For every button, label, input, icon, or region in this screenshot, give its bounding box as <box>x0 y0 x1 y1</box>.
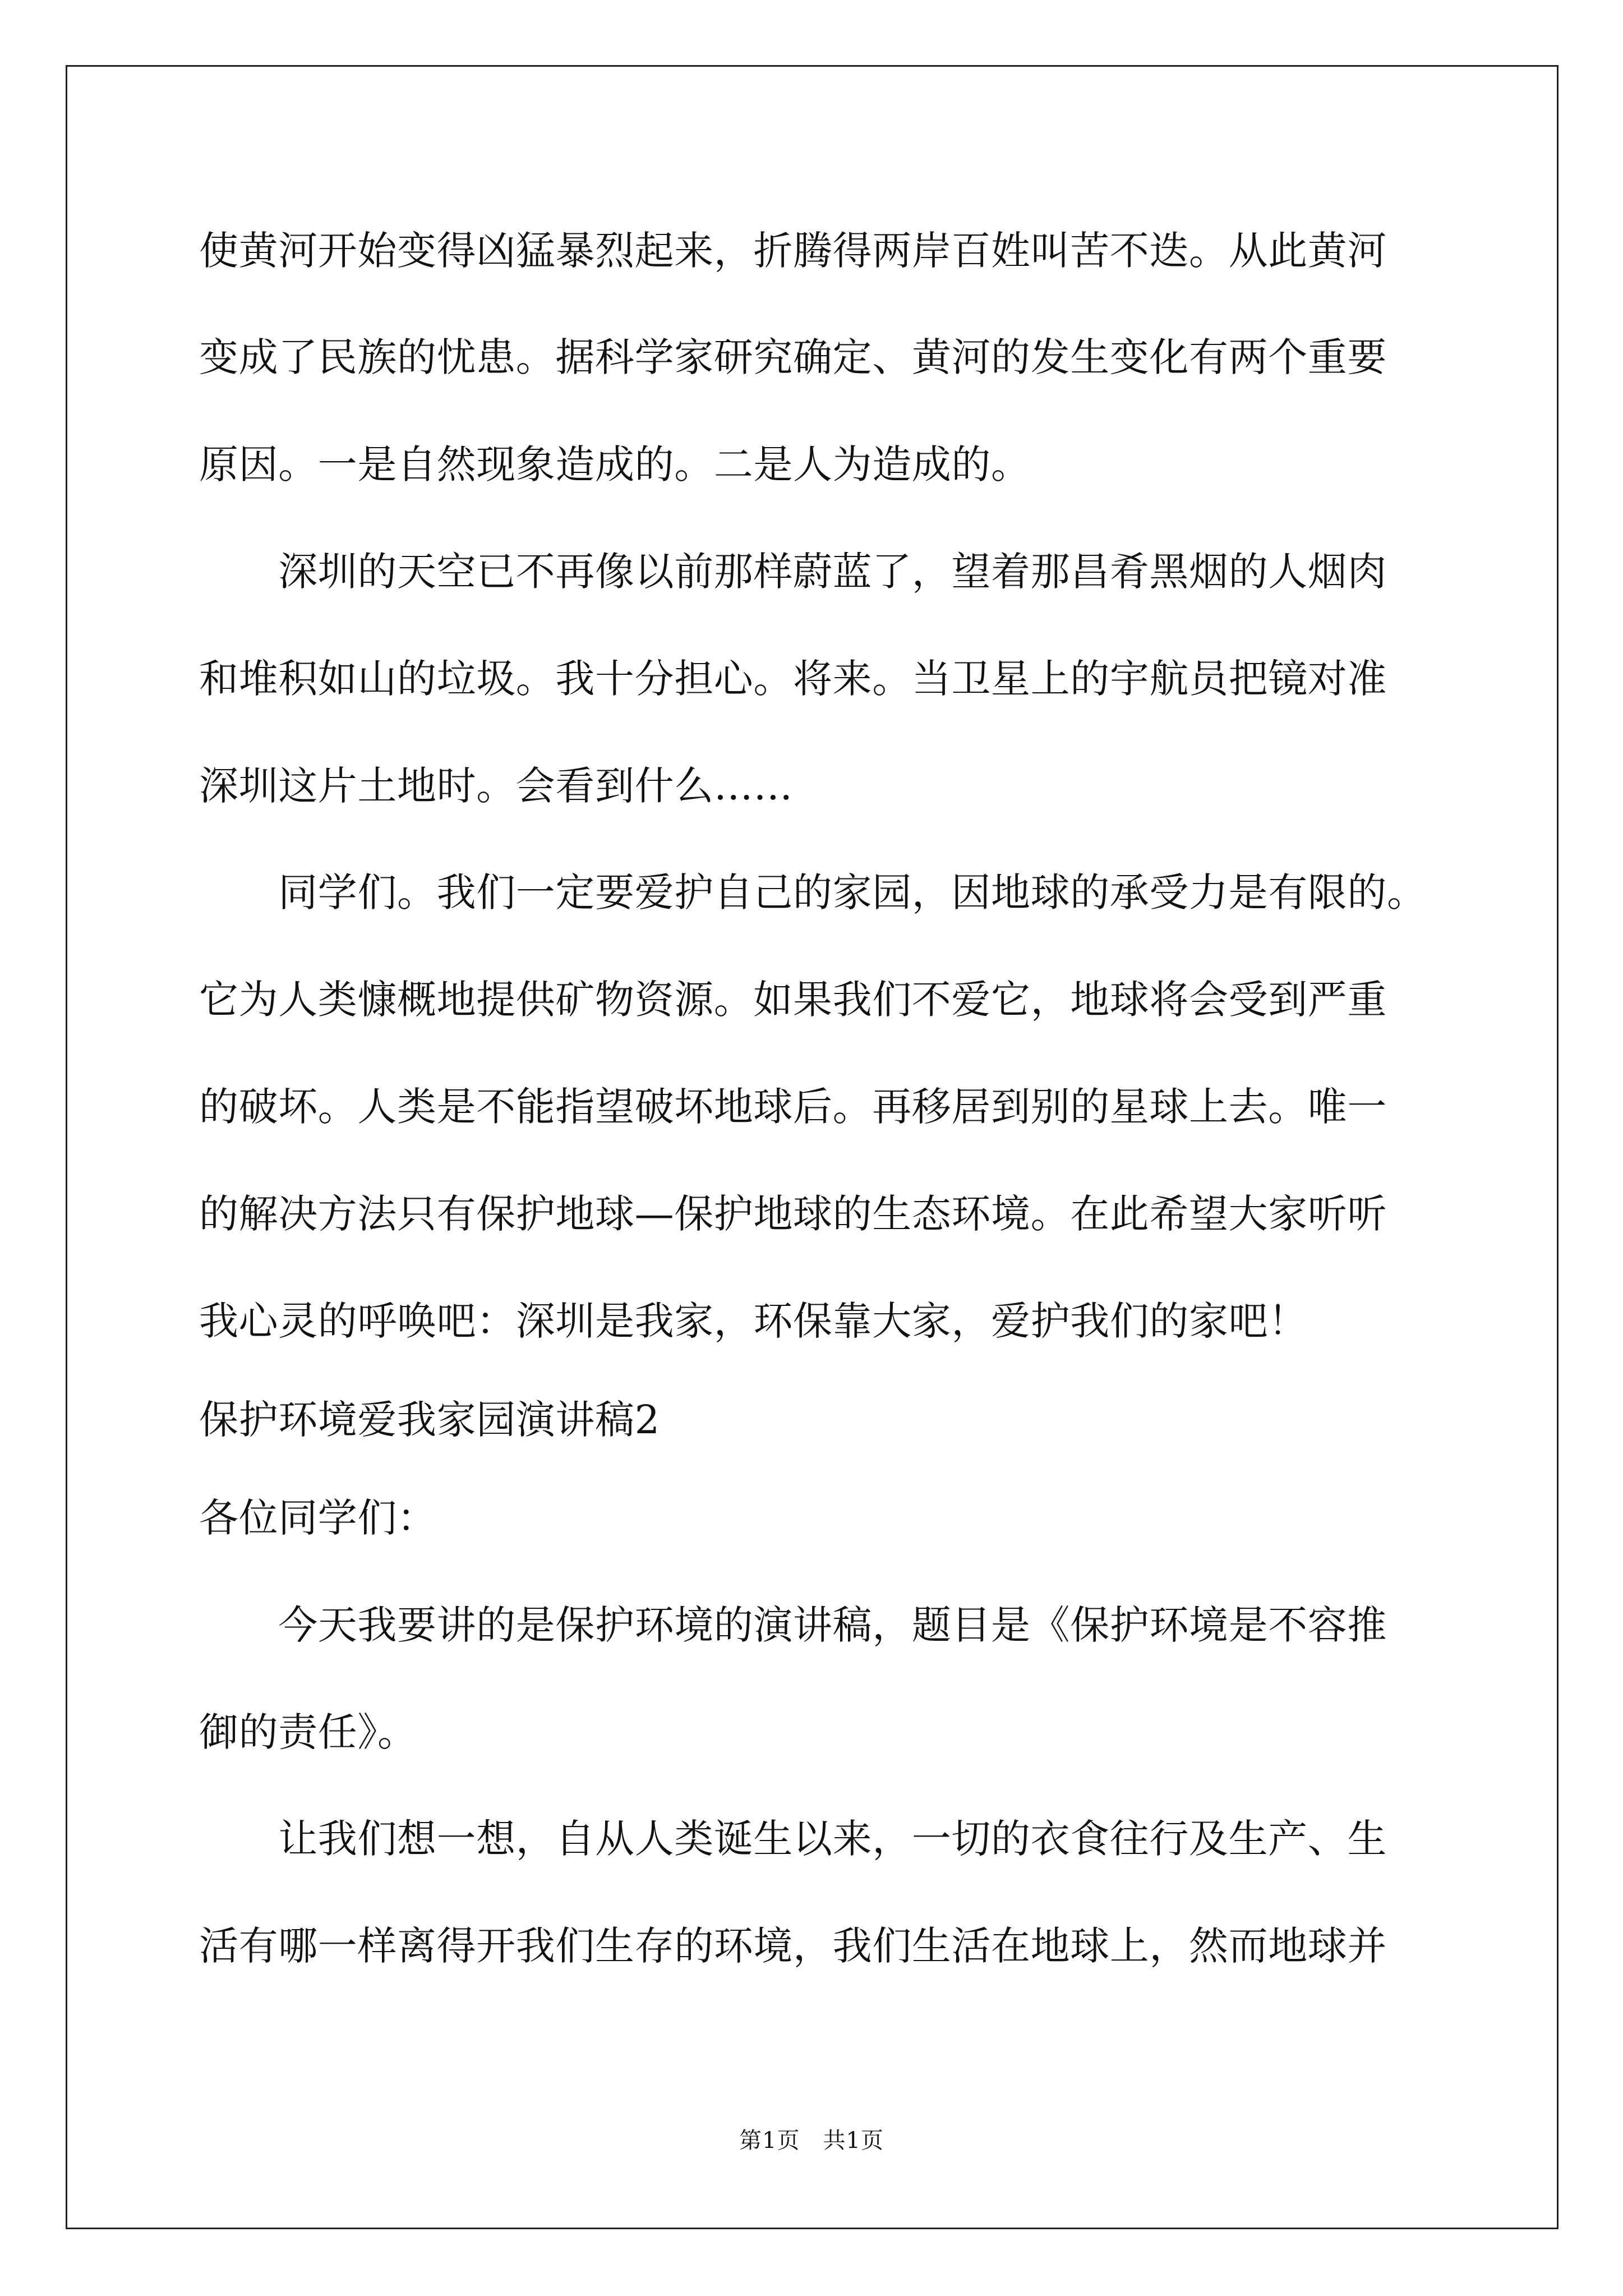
text-line: 深圳这片土地时。会看到什么…… <box>199 763 793 809</box>
text-line: 和堆积如山的垃圾。我十分担心。将来。当卫星上的宇航员把镜对准 <box>199 656 1387 702</box>
text-line: 使黄河开始变得凶猛暴烈起来，折腾得两岸百姓叫苦不迭。从此黄河 <box>199 228 1387 274</box>
text-line: 活有哪一样离得开我们生存的环境，我们生活在地球上，然而地球并 <box>199 1923 1387 1969</box>
salutation: 各位同学们： <box>199 1495 437 1541</box>
text-line: 它为人类慷概地提供矿物资源。如果我们不爱它，地球将会受到严重 <box>199 977 1387 1023</box>
text-line: 御的责任》。 <box>199 1709 417 1755</box>
text-line: 我心灵的呼唤吧：深圳是我家，环保靠大家，爱护我们的家吧！ <box>199 1298 1308 1344</box>
text-line: 同学们。我们一定要爱护自己的家园，因地球的承受力是有限的。 <box>199 869 1427 915</box>
text-line: 的破坏。人类是不能指望破坏地球后。再移居到别的星球上去。唯一 <box>199 1084 1387 1130</box>
text-line: 原因。一是自然现象造成的。二是人为造成的。 <box>199 441 1031 487</box>
text-line: 的解决方法只有保护地球—保护地球的生态环境。在此希望大家听听 <box>199 1191 1387 1237</box>
section-heading: 保护环境爱我家园演讲稿2 <box>199 1397 660 1443</box>
text-line: 深圳的天空已不再像以前那样蔚蓝了，望着那昌肴黑烟的人烟肉 <box>199 549 1387 595</box>
page-border <box>66 65 1559 2229</box>
text-line: 变成了民族的忧患。据科学家研究确定、黄河的发生变化有两个重要 <box>199 334 1387 380</box>
page-number: 第1页 共1页 <box>739 2128 884 2154</box>
text-line: 让我们想一想，自从人类诞生以来，一切的衣食往行及生产、生 <box>199 1816 1387 1862</box>
text-line: 今天我要讲的是保护环境的演讲稿，题目是《保护环境是不容推 <box>199 1602 1387 1648</box>
